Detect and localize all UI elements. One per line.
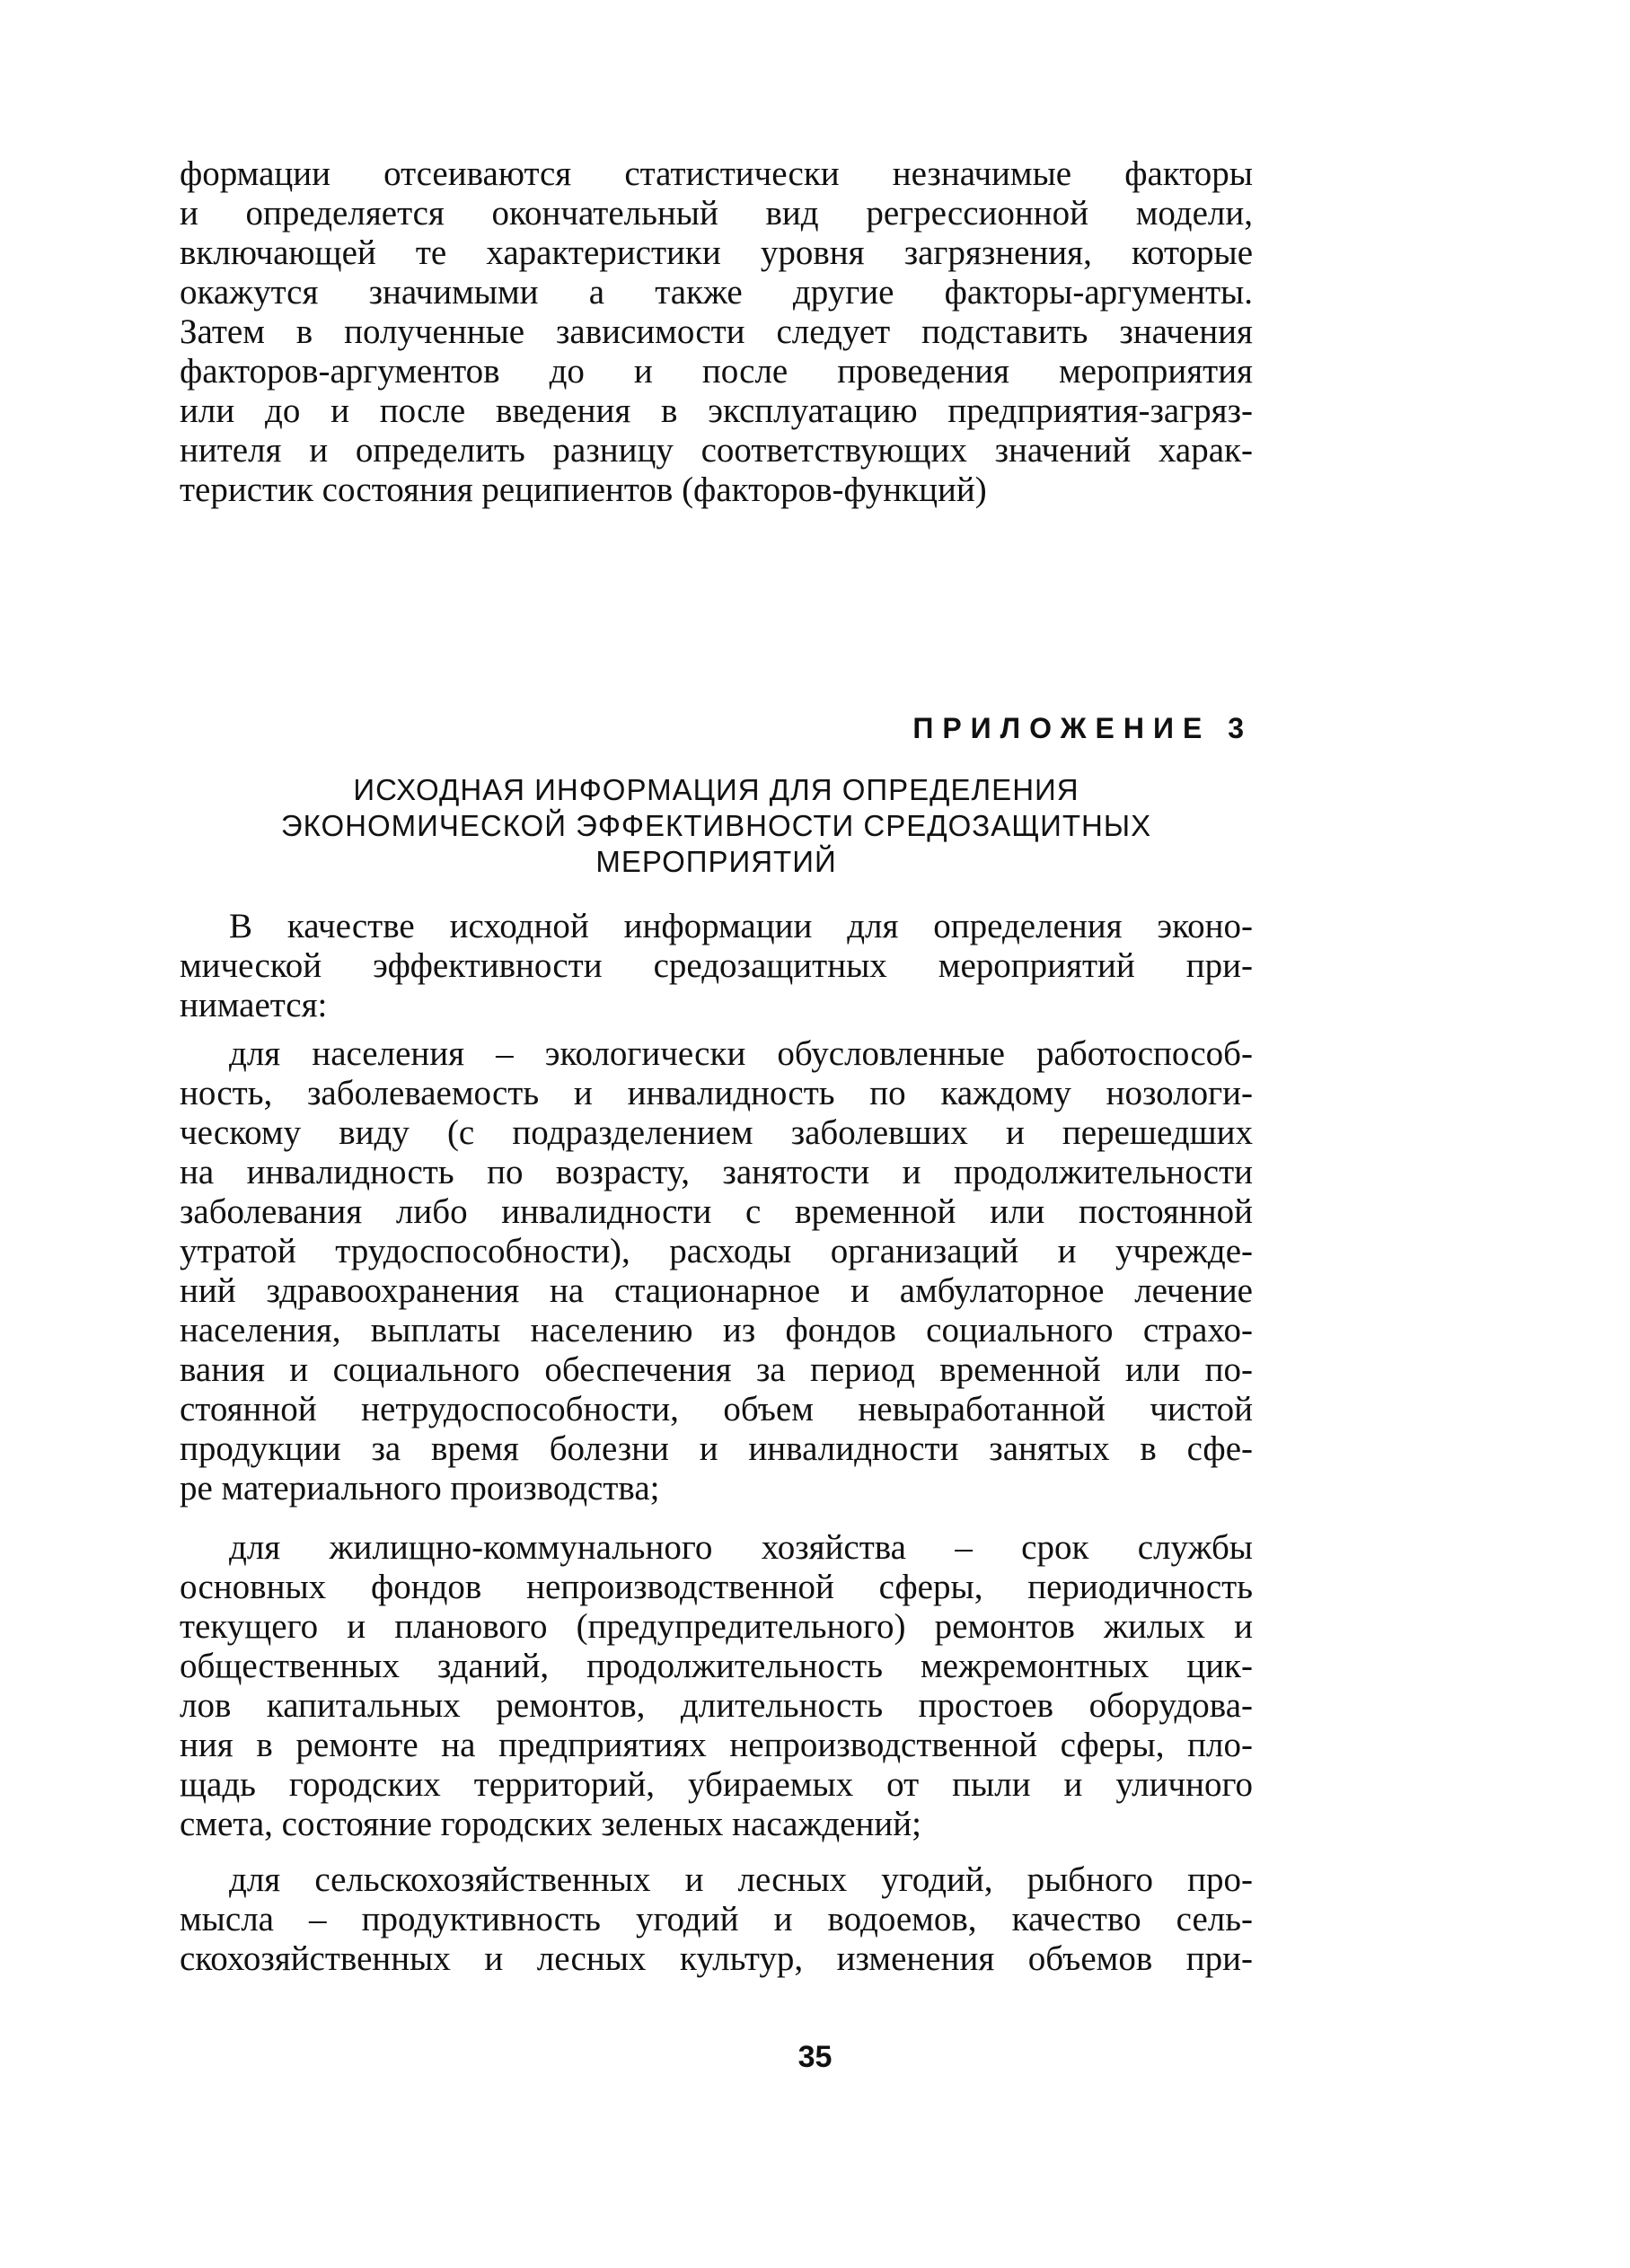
appendix-label: ПРИЛОЖЕНИЕ 3 [912, 712, 1253, 744]
page-number: 35 [797, 2040, 833, 2074]
housing-paragraph [180, 1528, 1253, 1844]
heading-line: ИСХОДНАЯ ИНФОРМАЦИЯ ДЛЯ ОПРЕДЕЛЕНИЯ [353, 773, 1079, 806]
text-line: ре материального производства; [180, 1469, 660, 1508]
text-line: формации отсеиваются статистически незначимые факторы [180, 154, 1253, 193]
section-heading [180, 772, 1253, 880]
text-line: населения, выплаты населению из фондов социального страхо- [180, 1311, 1253, 1349]
text-line: текущего и планового (предупредительного) ремонтов жилых и [180, 1607, 1253, 1646]
intro-paragraph [180, 907, 1253, 1025]
heading-line: МЕРОПРИЯТИЙ [595, 845, 837, 878]
text-line: мысла – продуктивность угодий и водоемов, качество сель- [180, 1900, 1253, 1938]
text-line: стоянной нетрудоспособности, объем невыработанной чистой [180, 1390, 1253, 1428]
text-line: ность, заболеваемость и инвалидность по каждому нозологи- [180, 1074, 1253, 1112]
text-line: теристик состояния реципиентов (факторов-функций) [180, 470, 987, 509]
text-line: смета, состояние городских зеленых насаждений; [180, 1805, 922, 1843]
text-line: для жилищно-коммунального хозяйства – срок службы [229, 1528, 1253, 1567]
text-line: для населения – экологически обусловленные работоспособ- [229, 1034, 1253, 1073]
text-line: основных фондов непроизводственной сферы, периодичность [180, 1568, 1253, 1606]
text-line: Затем в полученные зависимости следует подставить значения [180, 312, 1253, 351]
text-line: утратой трудоспособности), расходы организаций и учрежде- [180, 1232, 1253, 1270]
text-line: В качестве исходной информации для определения эконо- [229, 907, 1253, 945]
text-line: общественных зданий, продолжительность межремонтных цик- [180, 1647, 1253, 1685]
text-line: ческому виду (с подразделением заболевших и перешедших [180, 1113, 1253, 1152]
text-line: включающей те характеристики уровня загрязнения, которые [180, 233, 1253, 272]
text-line: для сельскохозяйственных и лесных угодий, рыбного про- [229, 1860, 1253, 1899]
top-paragraph [180, 154, 1253, 510]
text-line: нимается: [180, 986, 328, 1024]
text-line: окажутся значимыми а также другие факторы-аргументы. [180, 273, 1253, 312]
heading-line: ЭКОНОМИЧЕСКОЙ ЭФФЕКТИВНОСТИ СРЕДОЗАЩИТНЫХ [280, 809, 1152, 842]
text-line: продукции за время болезни и инвалидности занятых в сфе- [180, 1429, 1253, 1468]
text-line: щадь городских территорий, убираемых от пыли и уличного [180, 1765, 1253, 1804]
text-line: или до и после введения в эксплуатацию предприятия-загряз- [180, 391, 1253, 430]
text-line: ния в ремонте на предприятиях непроизводственной сферы, пло- [180, 1726, 1253, 1764]
text-line: вания и социального обеспечения за период временной или по- [180, 1350, 1253, 1389]
text-line: заболевания либо инвалидности с временной или постоянной [180, 1192, 1253, 1231]
text-line: и определяется окончательный вид регрессионной модели, [180, 194, 1253, 233]
text-line: нителя и определить разницу соответствующих значений харак- [180, 431, 1253, 470]
agriculture-paragraph [180, 1860, 1253, 1979]
text-line: на инвалидность по возрасту, занятости и продолжительности [180, 1153, 1253, 1191]
text-line: факторов-аргументов до и после проведения мероприятия [180, 352, 1253, 391]
text-line: скохозяйственных и лесных культур, изменения объемов при- [180, 1939, 1253, 1978]
population-paragraph [180, 1034, 1253, 1508]
text-line: ний здравоохранения на стационарное и амбулаторное лечение [180, 1271, 1253, 1310]
text-line: лов капитальных ремонтов, длительность простоев оборудова- [180, 1686, 1253, 1725]
text-line: мической эффективности средозащитных мероприятий при- [180, 946, 1253, 985]
